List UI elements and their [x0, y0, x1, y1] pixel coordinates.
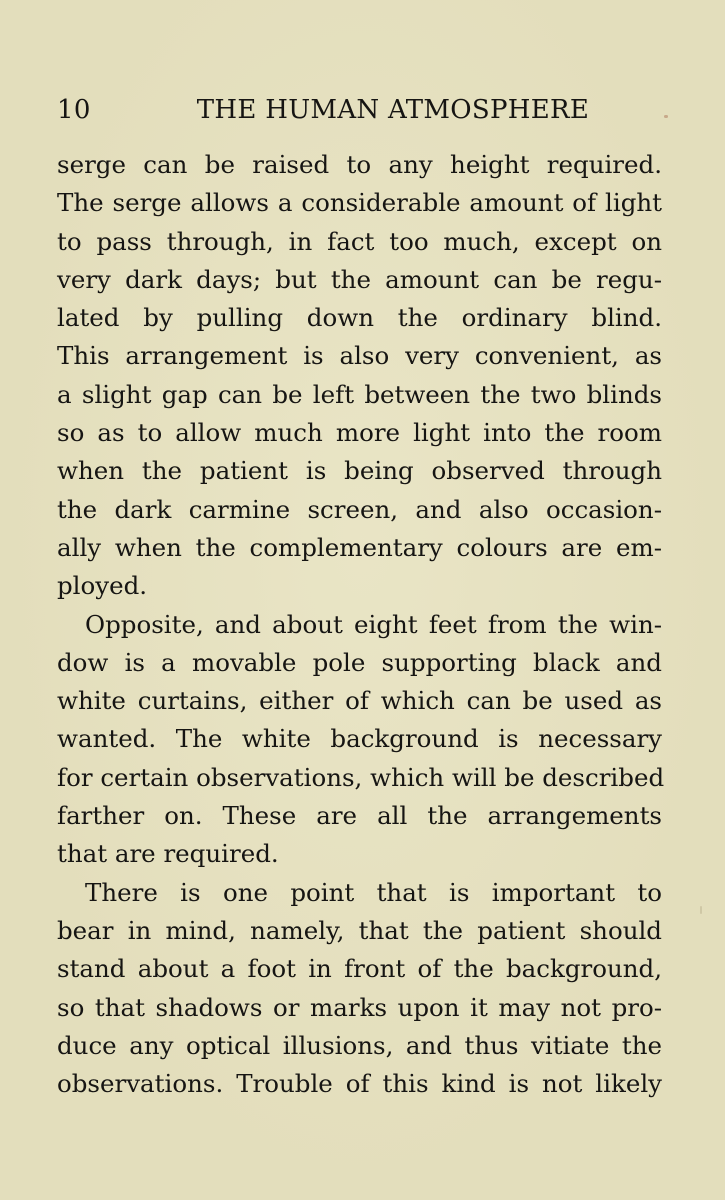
text-line: ally when the complementary colours are em- [57, 532, 662, 562]
text-line: a slight gap can be left between the two blinds [57, 379, 662, 409]
text-line: serge can be raised to any height required. [57, 150, 662, 179]
paragraph-start-line: Opposite, and about eight feet from the win- [85, 609, 662, 639]
text-line: for certain observations, which will be described [57, 762, 665, 792]
text-line: so that shadows or marks upon it may not pro- [57, 992, 662, 1022]
text-line: farther on. These are all the arrangements [57, 801, 662, 831]
text-line: bear in mind, namely, that the patient should [57, 915, 662, 945]
text-line: dow is a movable pole supporting black and [57, 647, 662, 677]
text-line: duce any optical illusions, and thus vitiate the [57, 1030, 662, 1060]
paper-speck [700, 906, 702, 914]
running-title: THE HUMAN ATMOSPHERE [196, 95, 590, 125]
paper-speck [664, 115, 668, 118]
text-line: when the patient is being observed through [57, 456, 662, 486]
paragraph-end-line: that are required. [57, 839, 279, 869]
text-line: stand about a foot in front of the background, [57, 954, 662, 984]
paragraph-end-line: ployed. [57, 571, 148, 601]
page-number: 10 [57, 95, 91, 125]
text-line: This arrangement is also very convenient, as [57, 341, 662, 371]
text-line: white curtains, either of which can be used as [57, 686, 662, 716]
text-line: The serge allows a considerable amount of light [57, 188, 662, 218]
text-line: so as to allow much more light into the room [57, 418, 662, 448]
paragraph-start-line: There is one point that is important to [85, 877, 662, 907]
text-line: to pass through, in fact too much, except on [57, 226, 662, 256]
text-line: observations. Trouble of this kind is not likely [57, 1069, 662, 1099]
text-line: very dark days; but the amount can be regu- [57, 264, 662, 294]
text-line: the dark carmine screen, and also occasion- [57, 494, 662, 524]
text-line: lated by pulling down the ordinary blind. [57, 303, 662, 333]
text-line: wanted. The white background is necessary [57, 724, 662, 754]
body-text [57, 146, 665, 1103]
running-head [57, 94, 663, 126]
